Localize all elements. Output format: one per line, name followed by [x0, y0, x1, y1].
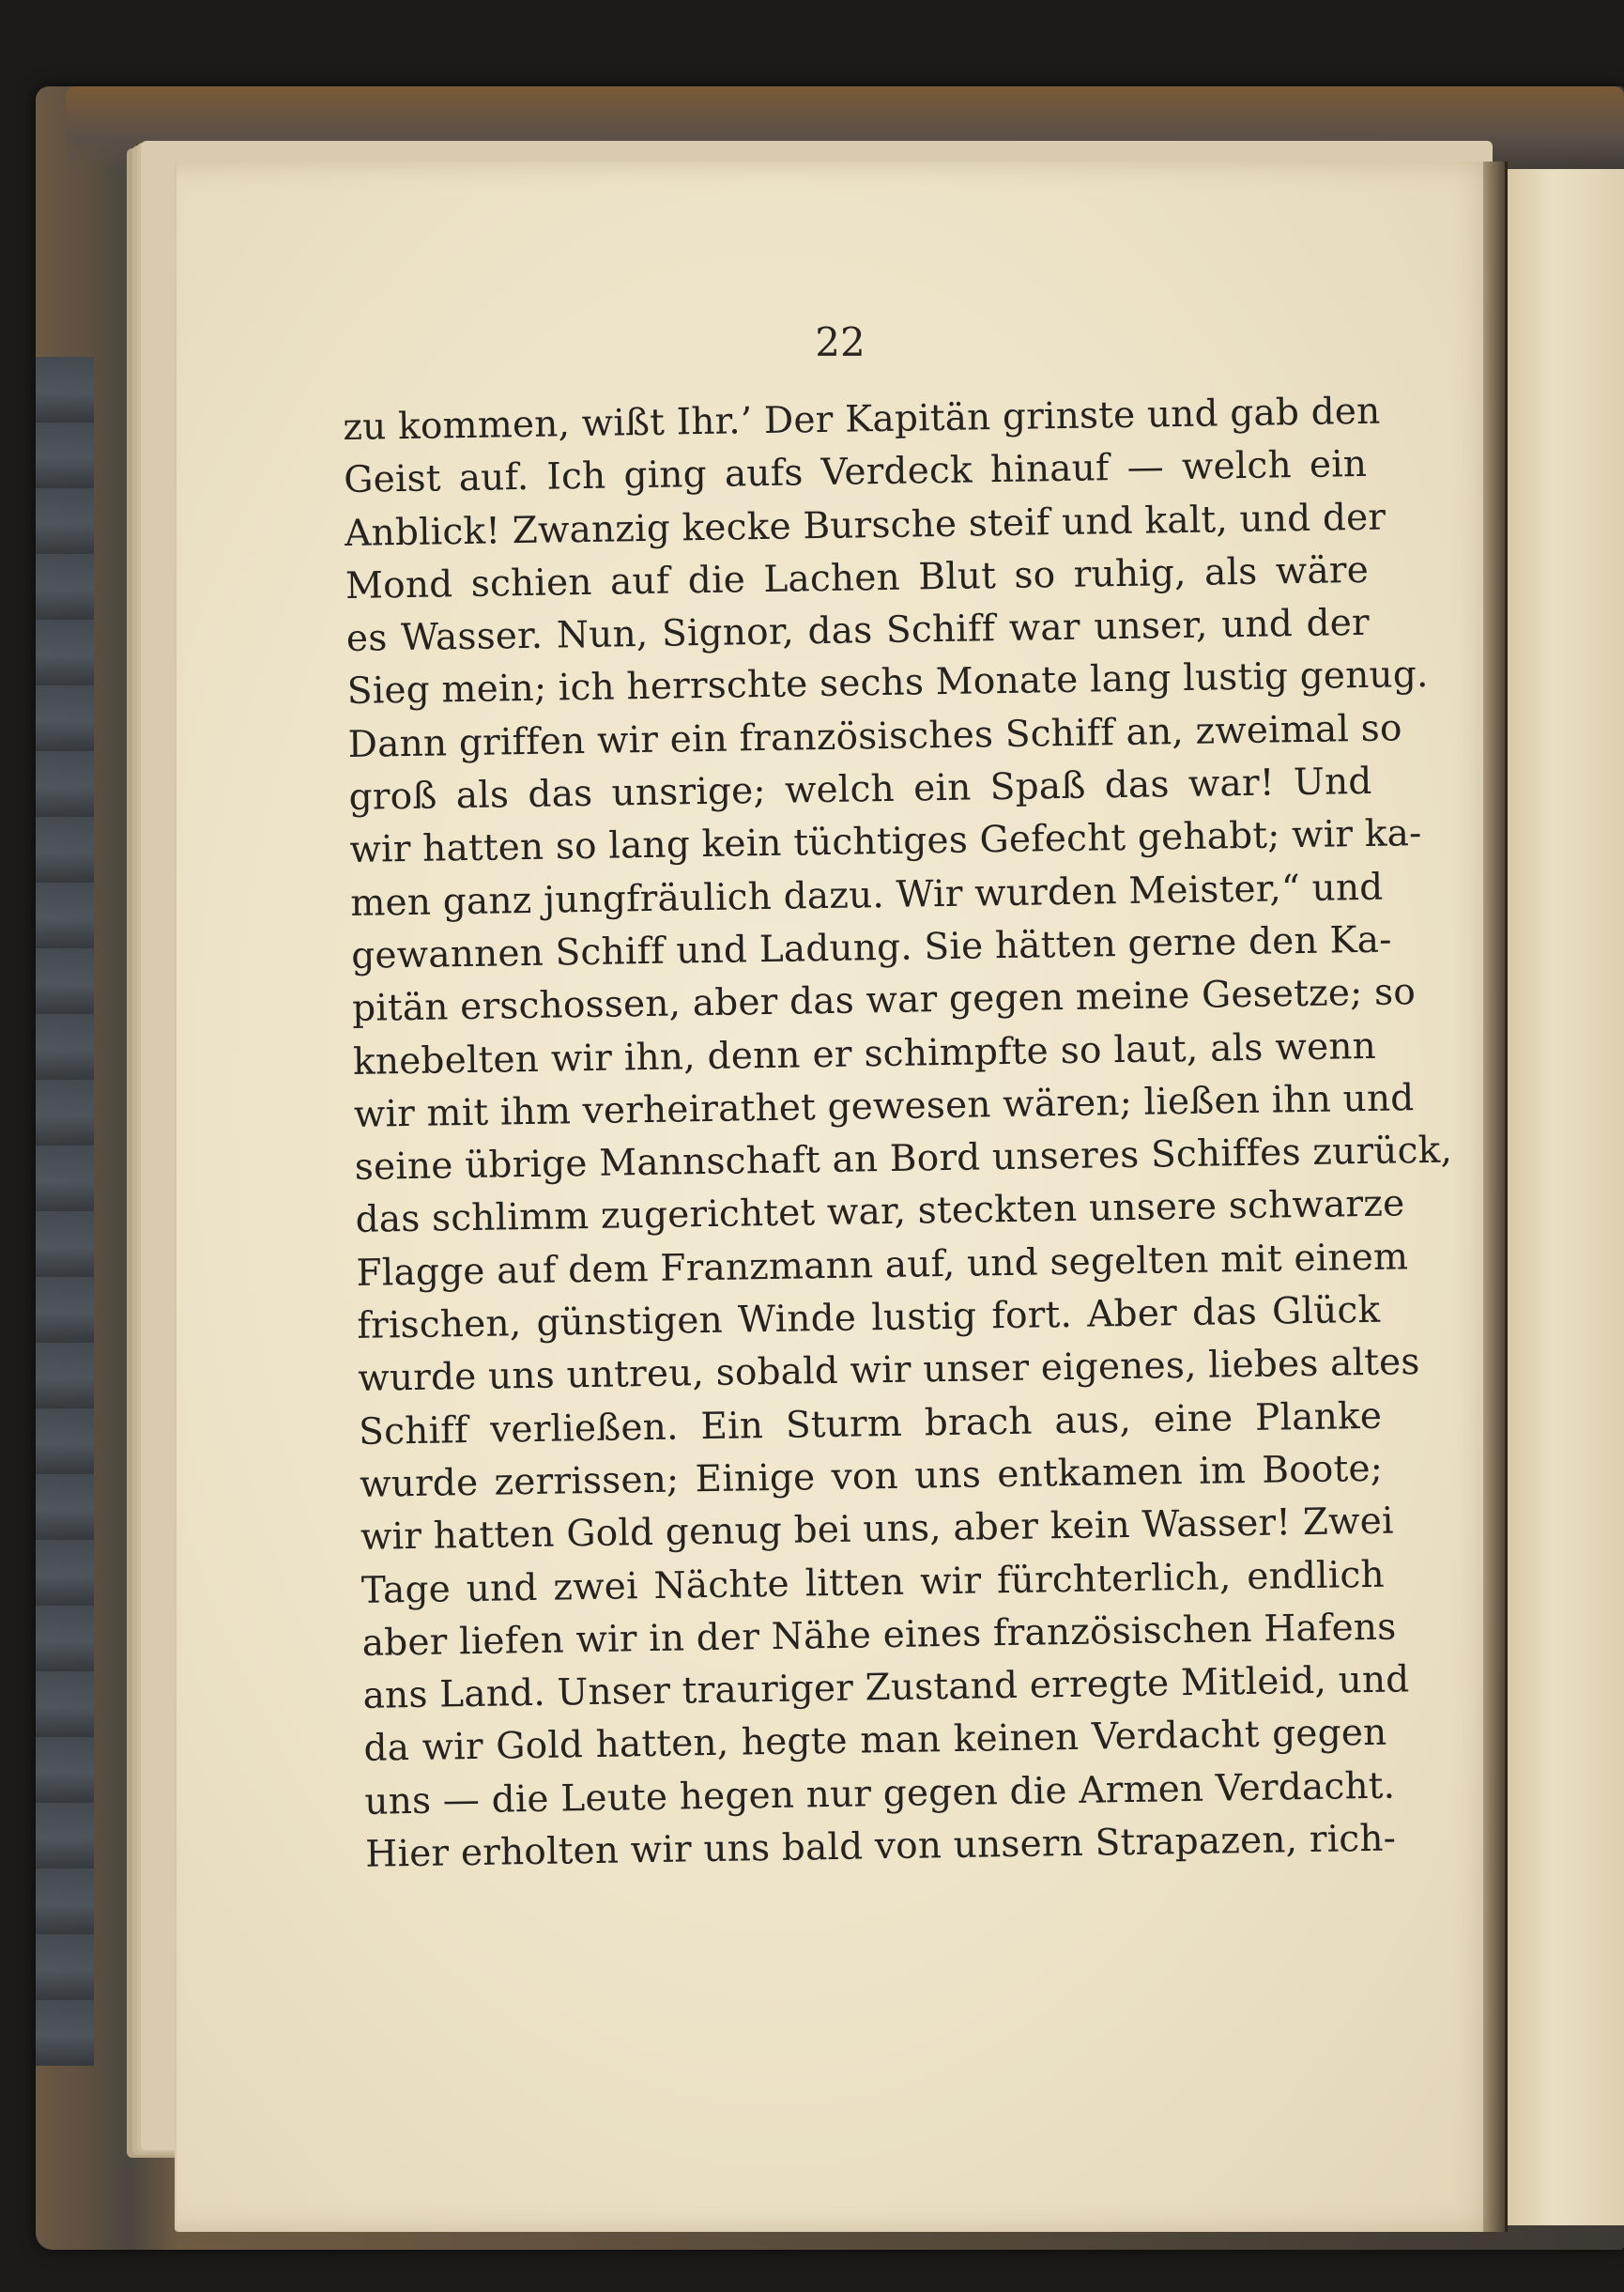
text-line: wir mit ihm verheirathet gewesen wären; ließen ihn und: [353, 1077, 1415, 1136]
text-line: es Wasser. Nun, Signor, das Schiff war unser, und der: [345, 602, 1371, 661]
text-line: das schlimm zugerichtet war, steckten unsere schwarze: [355, 1182, 1405, 1242]
text-line: wurde zerrissen; Einige von uns entkamen im Boote;: [359, 1447, 1384, 1506]
text-line: gewannen Schiff und Ladung. Sie hätten gerne den Ka-: [350, 918, 1392, 977]
text-line: seine übrige Mannschaft an Bord unseres Schiffes zurück,: [354, 1129, 1453, 1190]
text-line: men ganz jungfräulich dazu. Wir wurden Meister,“ und: [350, 866, 1384, 925]
text-line: Tage und zwei Nächte litten wir fürchterlich, endlich: [360, 1553, 1386, 1612]
text-line: pitän erschossen, aber das war gegen meine Gesetze; so: [351, 971, 1417, 1031]
text-line: wir hatten Gold genug bei uns, aber kein Wasser! Zwei: [360, 1500, 1394, 1560]
page-number: 22: [815, 319, 866, 365]
text-line: ans Land. Unser trauriger Zustand erregte Mitleid, und: [362, 1658, 1410, 1717]
book-spine: [36, 357, 94, 2066]
text-line: knebelten wir ihn, denn er schimpfte so laut, als wenn: [352, 1024, 1377, 1084]
text-line: Sieg mein; ich herrschte sechs Monate lang lustig genug.: [346, 654, 1429, 714]
text-line: Hier erholten wir uns bald von unsern Strapazen, rich-: [364, 1817, 1397, 1876]
text-line: da wir Gold hatten, hegte man keinen Verdacht gegen: [363, 1712, 1387, 1771]
text-line: Anblick! Zwanzig kecke Bursche steif und kalt, und der: [344, 496, 1387, 555]
text-line: Schiff verließen. Ein Sturm brach aus, eine Planke: [358, 1394, 1383, 1454]
text-line: Geist auf. Ich ging aufs Verdeck hinauf — welch ein: [343, 443, 1368, 502]
text-line: frischen, günstigen Winde lustig fort. Aber das Glück: [357, 1288, 1381, 1347]
text-line: zu kommen, wißt Ihr.’ Der Kapitän grinste und gab den: [343, 390, 1381, 449]
text-line: aber liefen wir in der Nähe eines französischen Hafens: [361, 1606, 1397, 1665]
text-line: uns — die Leute hegen nur gegen die Armen Verdacht.: [364, 1764, 1396, 1823]
text-line: wurde uns untreu, sobald wir unser eigenes, liebes altes: [357, 1341, 1420, 1401]
body-text: [343, 386, 1453, 1882]
text-line: Flagge auf dem Franzmann auf, und segelten mit einem: [356, 1236, 1409, 1295]
text-line: wir hatten so lang kein tüchtiges Gefecht gehabt; wir ka-: [349, 812, 1422, 872]
page-gutter: [1483, 162, 1508, 2232]
text-line: Dann griffen wir ein französisches Schiff an, zweimal so: [347, 707, 1402, 766]
facing-page-edge: [1508, 169, 1624, 2225]
text-line: Mond schien auf die Lachen Blut so ruhig, als wäre: [345, 548, 1370, 608]
text-line: groß als das unsrige; welch ein Spaß das war! Und: [348, 760, 1372, 820]
